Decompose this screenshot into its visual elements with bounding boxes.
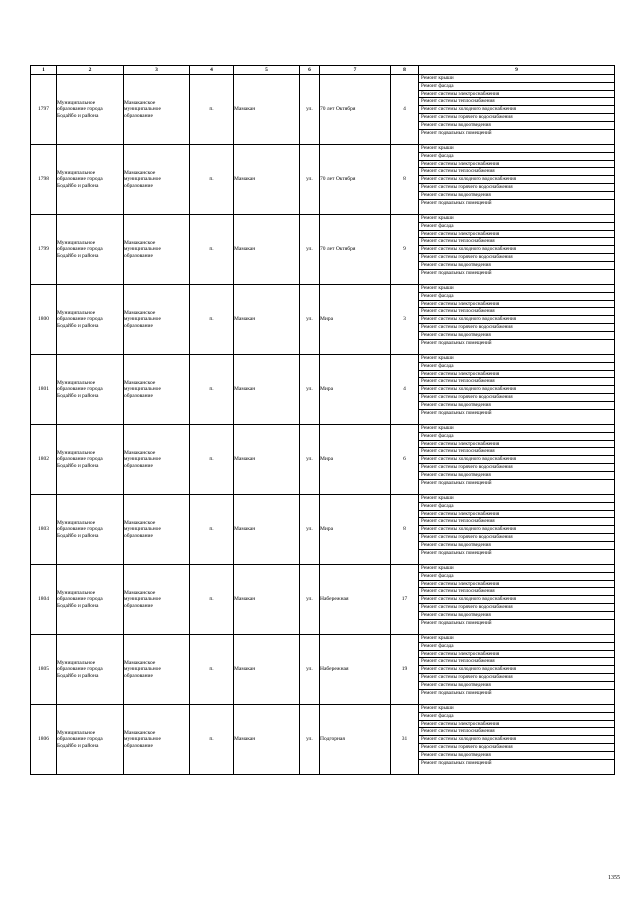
work-item: Ремонт системы горячего водоснабжения — [419, 534, 614, 542]
work-item: Ремонт системы холодного водоснабжения — [419, 596, 614, 604]
work-item: Ремонт системы горячего водоснабжения — [419, 114, 614, 122]
work-item: Ремонт фасада — [419, 573, 614, 581]
municipality-cell: Муниципальное образование города Бодайбо и района — [57, 635, 124, 705]
settlement-cell: Мамаканское муниципальное образование — [124, 705, 190, 775]
locality-type-cell: п. — [190, 285, 234, 355]
locality-name-cell: Мамакан — [234, 285, 300, 355]
locality-name-cell: Мамакан — [234, 145, 300, 215]
table-row — [31, 215, 615, 285]
work-item: Ремонт фасада — [419, 153, 614, 161]
house-number-cell: 19 — [391, 635, 419, 705]
work-item: Ремонт системы водоотведения — [419, 542, 614, 550]
work-item: Ремонт системы холодного водоснабжения — [419, 246, 614, 254]
locality-type-cell: п. — [190, 495, 234, 565]
work-item: Ремонт фасада — [419, 293, 614, 301]
municipality-cell: Муниципальное образование города Бодайбо и района — [57, 215, 124, 285]
locality-type-cell: п. — [190, 635, 234, 705]
work-item: Ремонт системы теплоснабжения — [419, 378, 614, 386]
work-item: Ремонт системы электроснабжения — [419, 651, 614, 659]
row-number: 1806 — [31, 705, 57, 775]
street-name-cell: Мира — [320, 285, 391, 355]
locality-name-cell: Мамакан — [234, 355, 300, 425]
work-item: Ремонт системы горячего водоснабжения — [419, 604, 614, 612]
locality-name-cell: Мамакан — [234, 565, 300, 635]
work-item: Ремонт крыши — [419, 75, 614, 83]
municipality-cell: Муниципальное образование города Бодайбо и района — [57, 285, 124, 355]
work-item: Ремонт подвальных помещений — [421, 549, 492, 556]
work-item: Ремонт системы теплоснабжения — [419, 168, 614, 176]
row-number: 1797 — [31, 75, 57, 145]
street-name-cell: Мира — [320, 425, 391, 495]
work-item: Ремонт системы электроснабжения — [419, 91, 614, 99]
column-header: 6 — [300, 66, 320, 75]
settlement-cell: Мамаканское муниципальное образование — [124, 145, 190, 215]
work-item: Ремонт подвальных помещений — [421, 759, 492, 766]
work-item: Ремонт системы теплоснабжения — [419, 98, 614, 106]
works-list-cell — [419, 565, 615, 635]
house-number-cell: 3 — [391, 285, 419, 355]
works-list-cell — [419, 495, 615, 565]
work-item: Ремонт фасада — [419, 363, 614, 371]
work-item: Ремонт системы электроснабжения — [419, 161, 614, 169]
works-list-cell — [419, 215, 615, 285]
work-item: Ремонт системы теплоснабжения — [419, 448, 614, 456]
settlement-cell: Мамаканское муниципальное образование — [124, 425, 190, 495]
work-item: Ремонт системы холодного водоснабжения — [419, 526, 614, 534]
work-item: Ремонт системы водоотведения — [419, 472, 614, 480]
work-item: Ремонт подвальных помещений — [421, 689, 492, 696]
work-item: Ремонт системы электроснабжения — [419, 441, 614, 449]
settlement-cell: Мамаканское муниципальное образование — [124, 565, 190, 635]
row-number: 1803 — [31, 495, 57, 565]
work-item: Ремонт системы горячего водоснабжения — [419, 394, 614, 402]
house-number-cell: 4 — [391, 355, 419, 425]
street-type-cell: ул. — [300, 355, 320, 425]
work-item: Ремонт системы водоотведения — [419, 612, 614, 620]
municipality-cell: Муниципальное образование города Бодайбо и района — [57, 495, 124, 565]
column-header: 8 — [391, 66, 419, 75]
work-item: Ремонт системы теплоснабжения — [419, 728, 614, 736]
street-name-cell: Набережная — [320, 565, 391, 635]
work-item: Ремонт системы холодного водоснабжения — [419, 386, 614, 394]
locality-name-cell: Мамакан — [234, 215, 300, 285]
locality-type-cell: п. — [190, 215, 234, 285]
work-item: Ремонт системы теплоснабжения — [419, 308, 614, 316]
row-number: 1804 — [31, 565, 57, 635]
work-item: Ремонт фасада — [419, 83, 614, 91]
work-item: Ремонт подвальных помещений — [421, 339, 492, 346]
work-item: Ремонт системы водоотведения — [419, 332, 614, 340]
house-number-cell: 17 — [391, 565, 419, 635]
work-item: Ремонт системы теплоснабжения — [419, 518, 614, 526]
street-type-cell: ул. — [300, 635, 320, 705]
street-name-cell: 70 лет Октября — [320, 75, 391, 145]
work-item: Ремонт подвальных помещений — [421, 269, 492, 276]
street-type-cell: ул. — [300, 495, 320, 565]
locality-name-cell: Мамакан — [234, 75, 300, 145]
street-type-cell: ул. — [300, 705, 320, 775]
work-item: Ремонт крыши — [419, 355, 614, 363]
work-item: Ремонт фасада — [419, 223, 614, 231]
street-type-cell: ул. — [300, 565, 320, 635]
works-list-cell — [419, 145, 615, 215]
work-item: Ремонт системы горячего водоснабжения — [419, 464, 614, 472]
works-list-cell — [419, 355, 615, 425]
settlement-cell: Мамаканское муниципальное образование — [124, 215, 190, 285]
work-item: Ремонт подвальных помещений — [421, 619, 492, 626]
column-header: 7 — [320, 66, 391, 75]
column-header: 5 — [234, 66, 300, 75]
settlement-cell: Мамаканское муниципальное образование — [124, 75, 190, 145]
works-list-cell — [419, 75, 615, 145]
work-item: Ремонт подвальных помещений — [421, 129, 492, 136]
locality-type-cell: п. — [190, 145, 234, 215]
table-row — [31, 495, 615, 565]
work-item: Ремонт крыши — [419, 145, 614, 153]
street-type-cell: ул. — [300, 75, 320, 145]
locality-type-cell: п. — [190, 425, 234, 495]
repair-program-table — [30, 65, 615, 775]
work-item: Ремонт фасада — [419, 713, 614, 721]
municipality-cell: Муниципальное образование города Бодайбо и района — [57, 75, 124, 145]
locality-name-cell: Мамакан — [234, 425, 300, 495]
table-row — [31, 425, 615, 495]
settlement-cell: Мамаканское муниципальное образование — [124, 355, 190, 425]
table-row — [31, 145, 615, 215]
row-number: 1805 — [31, 635, 57, 705]
work-item: Ремонт системы водоотведения — [419, 122, 614, 130]
street-type-cell: ул. — [300, 145, 320, 215]
house-number-cell: 6 — [391, 425, 419, 495]
work-item: Ремонт системы электроснабжения — [419, 721, 614, 729]
locality-type-cell: п. — [190, 75, 234, 145]
work-item: Ремонт системы теплоснабжения — [419, 588, 614, 596]
page-number: 1355 — [608, 875, 620, 881]
work-item: Ремонт крыши — [419, 285, 614, 293]
work-item: Ремонт системы теплоснабжения — [419, 238, 614, 246]
column-header: 2 — [57, 66, 124, 75]
street-type-cell: ул. — [300, 285, 320, 355]
municipality-cell: Муниципальное образование города Бодайбо и района — [57, 425, 124, 495]
work-item: Ремонт системы горячего водоснабжения — [419, 184, 614, 192]
street-type-cell: ул. — [300, 425, 320, 495]
work-item: Ремонт системы холодного водоснабжения — [419, 456, 614, 464]
table-row — [31, 565, 615, 635]
work-item: Ремонт системы горячего водоснабжения — [419, 254, 614, 262]
locality-name-cell: Мамакан — [234, 635, 300, 705]
row-number: 1799 — [31, 215, 57, 285]
locality-type-cell: п. — [190, 565, 234, 635]
street-name-cell: 70 лет Октября — [320, 215, 391, 285]
work-item: Ремонт системы водоотведения — [419, 682, 614, 690]
street-name-cell: Мира — [320, 495, 391, 565]
work-item: Ремонт системы холодного водоснабжения — [419, 316, 614, 324]
row-number: 1801 — [31, 355, 57, 425]
work-item: Ремонт крыши — [419, 495, 614, 503]
settlement-cell: Мамаканское муниципальное образование — [124, 285, 190, 355]
work-item: Ремонт фасада — [419, 503, 614, 511]
work-item: Ремонт системы электроснабжения — [419, 511, 614, 519]
work-item: Ремонт системы горячего водоснабжения — [419, 744, 614, 752]
column-header: 9 — [419, 66, 615, 75]
works-list-cell — [419, 635, 615, 705]
locality-type-cell: п. — [190, 705, 234, 775]
locality-name-cell: Мамакан — [234, 495, 300, 565]
work-item: Ремонт системы электроснабжения — [419, 581, 614, 589]
work-item: Ремонт системы водоотведения — [419, 262, 614, 270]
works-list-cell — [419, 425, 615, 495]
work-item: Ремонт системы электроснабжения — [419, 301, 614, 309]
work-item: Ремонт фасада — [419, 643, 614, 651]
work-item: Ремонт фасада — [419, 433, 614, 441]
municipality-cell: Муниципальное образование города Бодайбо и района — [57, 355, 124, 425]
row-number: 1800 — [31, 285, 57, 355]
municipality-cell: Муниципальное образование города Бодайбо и района — [57, 145, 124, 215]
work-item: Ремонт подвальных помещений — [421, 409, 492, 416]
locality-name-cell: Мамакан — [234, 705, 300, 775]
street-name-cell: Набережная — [320, 635, 391, 705]
work-item: Ремонт системы холодного водоснабжения — [419, 106, 614, 114]
street-name-cell: Подгорная — [320, 705, 391, 775]
street-type-cell: ул. — [300, 215, 320, 285]
work-item: Ремонт системы электроснабжения — [419, 371, 614, 379]
work-item: Ремонт системы водоотведения — [419, 192, 614, 200]
column-header: 4 — [190, 66, 234, 75]
column-header: 3 — [124, 66, 190, 75]
table-row — [31, 285, 615, 355]
street-name-cell: Мира — [320, 355, 391, 425]
work-item: Ремонт системы горячего водоснабжения — [419, 674, 614, 682]
column-header: 1 — [31, 66, 57, 75]
work-item: Ремонт крыши — [419, 635, 614, 643]
work-item: Ремонт системы холодного водоснабжения — [419, 176, 614, 184]
work-item: Ремонт системы водоотведения — [419, 752, 614, 760]
municipality-cell: Муниципальное образование города Бодайбо и района — [57, 705, 124, 775]
work-item: Ремонт крыши — [419, 425, 614, 433]
row-number: 1802 — [31, 425, 57, 495]
works-list-cell — [419, 705, 615, 775]
house-number-cell: 8 — [391, 145, 419, 215]
table-row — [31, 705, 615, 775]
work-item: Ремонт системы водоотведения — [419, 402, 614, 410]
street-name-cell: 70 лет Октября — [320, 145, 391, 215]
table-row — [31, 635, 615, 705]
municipality-cell: Муниципальное образование города Бодайбо и района — [57, 565, 124, 635]
table-row — [31, 75, 615, 145]
work-item: Ремонт системы электроснабжения — [419, 231, 614, 239]
work-item: Ремонт крыши — [419, 565, 614, 573]
house-number-cell: 31 — [391, 705, 419, 775]
settlement-cell: Мамаканское муниципальное образование — [124, 635, 190, 705]
table-row — [31, 355, 615, 425]
row-number: 1798 — [31, 145, 57, 215]
work-item: Ремонт крыши — [419, 215, 614, 223]
work-item: Ремонт системы холодного водоснабжения — [419, 736, 614, 744]
work-item: Ремонт системы горячего водоснабжения — [419, 324, 614, 332]
work-item: Ремонт системы холодного водоснабжения — [419, 666, 614, 674]
header-row — [31, 66, 615, 75]
work-item: Ремонт подвальных помещений — [421, 199, 492, 206]
works-list-cell — [419, 285, 615, 355]
house-number-cell: 8 — [391, 495, 419, 565]
locality-type-cell: п. — [190, 355, 234, 425]
house-number-cell: 9 — [391, 215, 419, 285]
settlement-cell: Мамаканское муниципальное образование — [124, 495, 190, 565]
house-number-cell: 4 — [391, 75, 419, 145]
work-item: Ремонт системы теплоснабжения — [419, 658, 614, 666]
work-item: Ремонт подвальных помещений — [421, 479, 492, 486]
work-item: Ремонт крыши — [419, 705, 614, 713]
